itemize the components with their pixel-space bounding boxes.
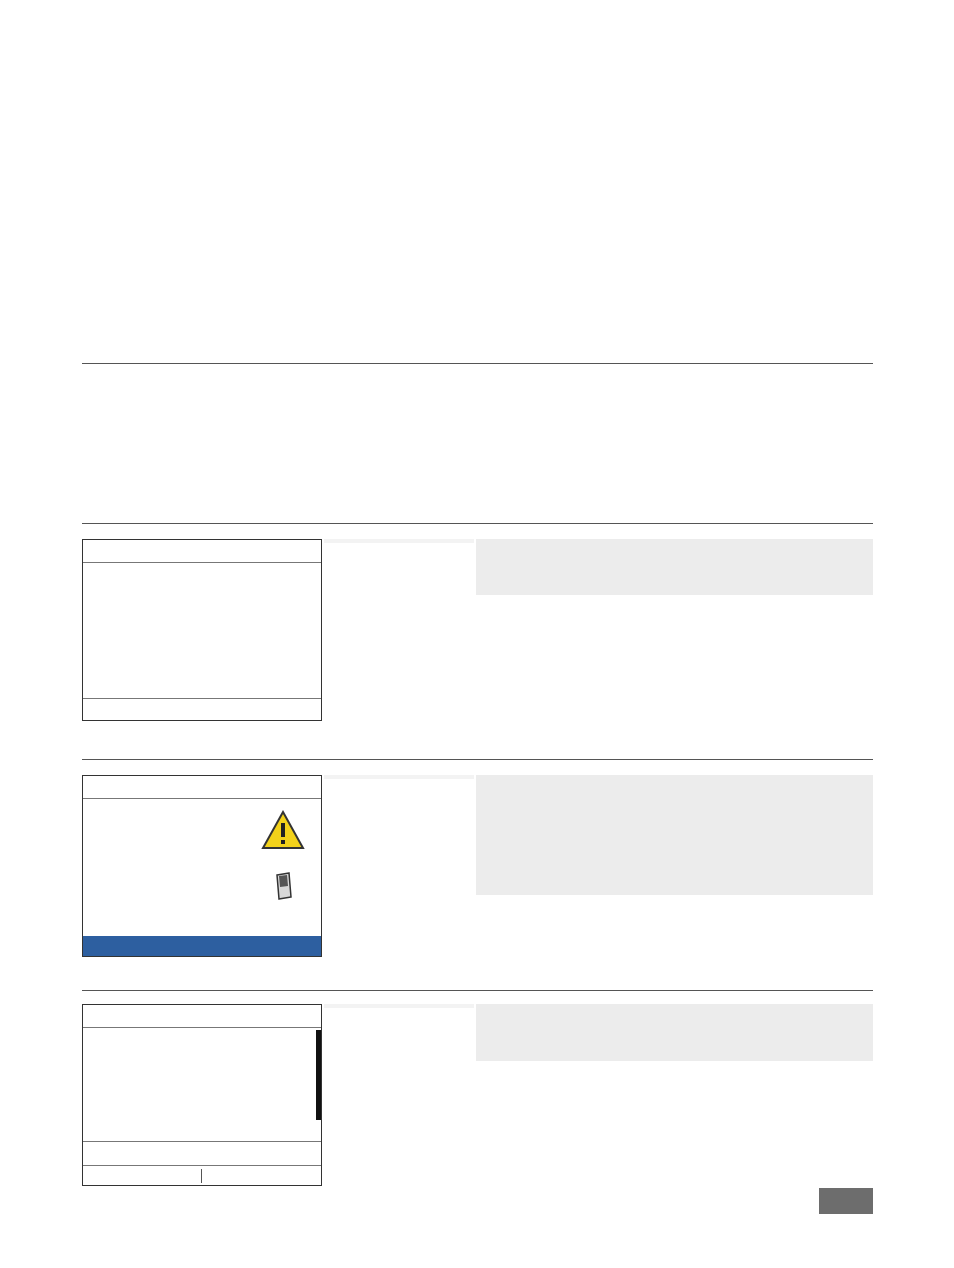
note-box-3 [476, 1004, 873, 1061]
warning-triangle-icon [261, 810, 305, 850]
page-number-box [819, 1188, 873, 1214]
new-measurement-screen [82, 1004, 322, 1186]
divider-1 [82, 363, 873, 364]
divider-4 [82, 990, 873, 991]
note-box-2 [476, 775, 873, 895]
divider-2 [82, 523, 873, 524]
ok-button[interactable] [83, 936, 321, 956]
measurements-menu-screen [82, 539, 322, 721]
divider-3 [82, 759, 873, 760]
archive-memory-screen [82, 775, 322, 957]
scrollbar[interactable] [316, 1030, 321, 1120]
memory-card-icon [274, 872, 294, 900]
note-box-1 [476, 539, 873, 595]
